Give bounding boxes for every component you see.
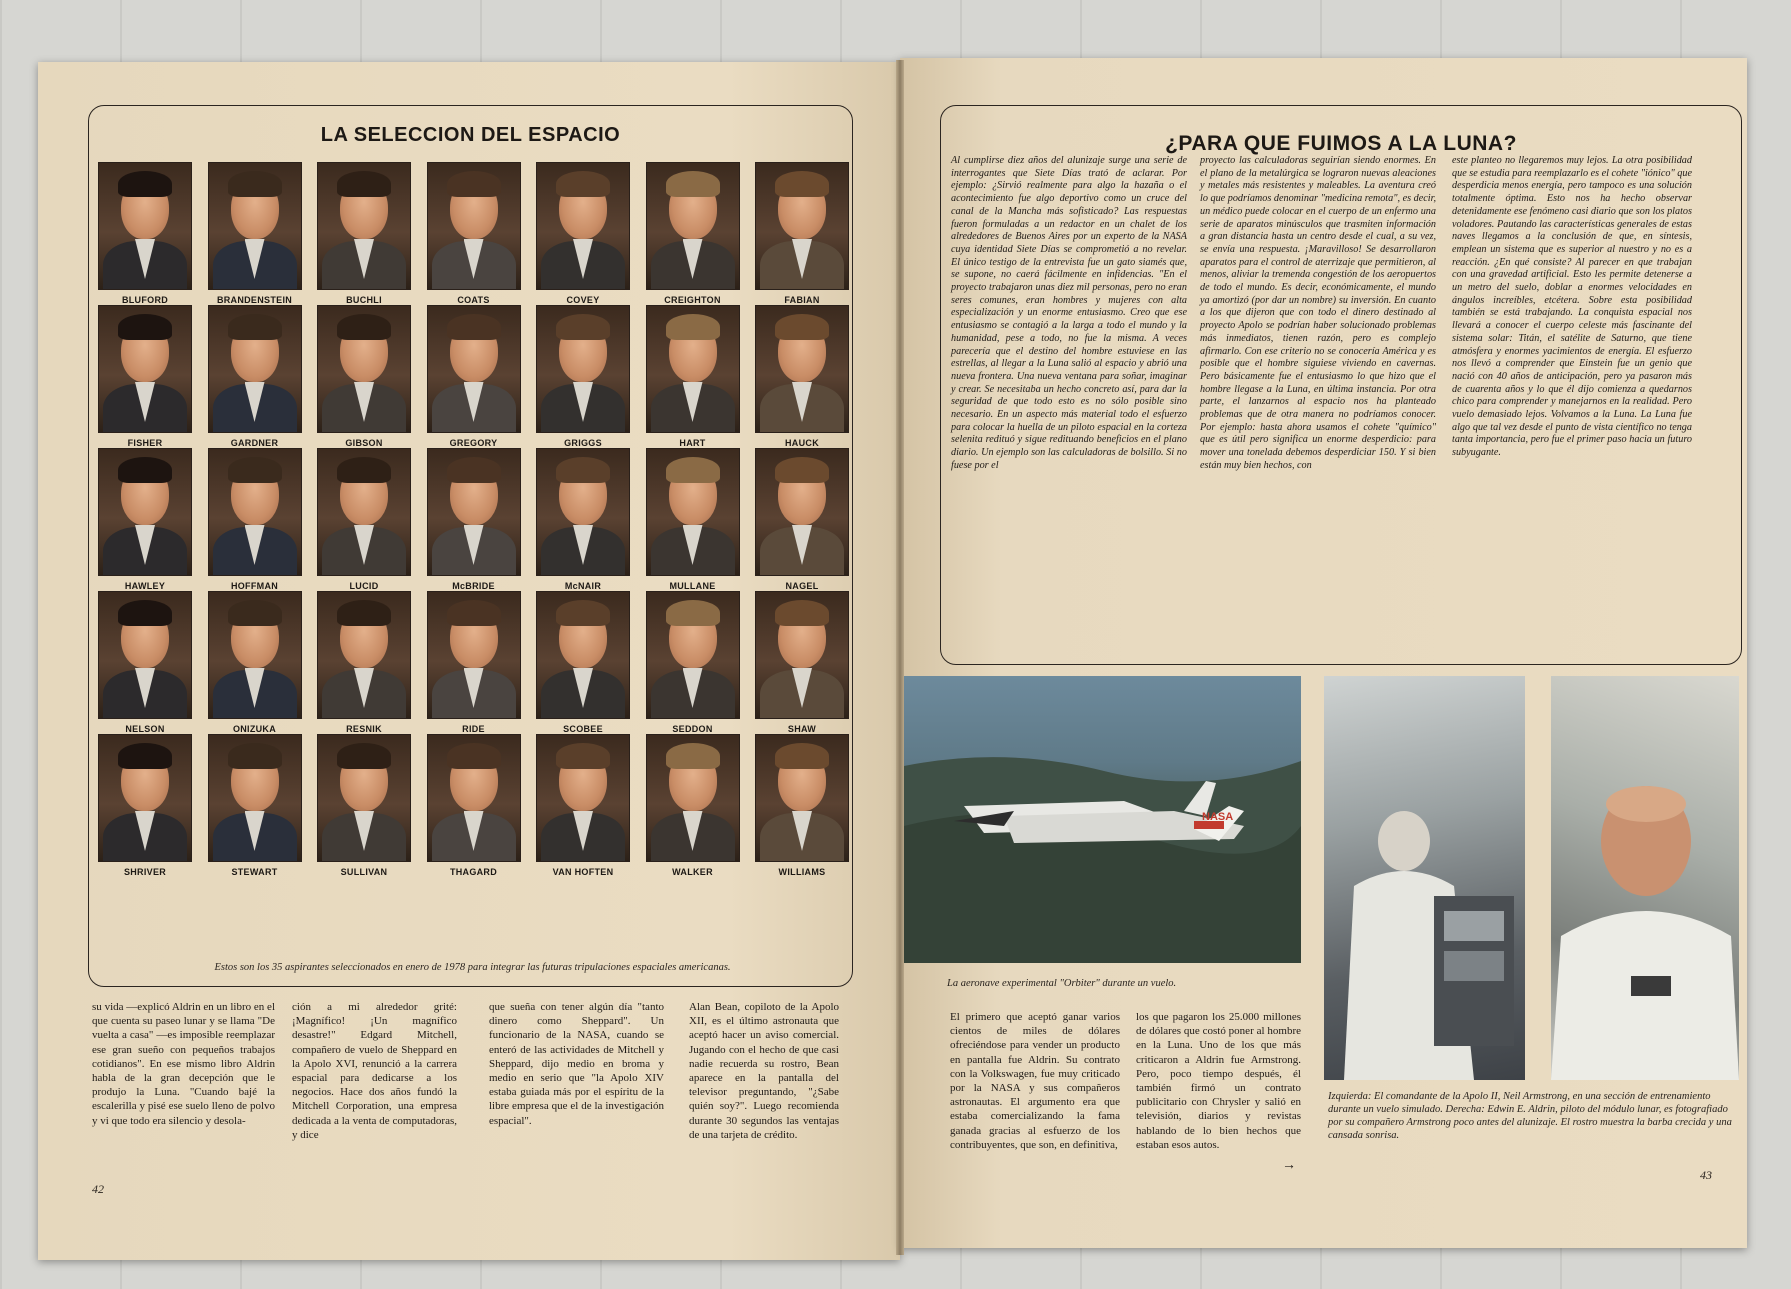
astronaut-name: RIDE (462, 724, 485, 734)
astronaut-portrait (536, 591, 630, 734)
astronaut-portrait (646, 305, 740, 448)
astronaut-portrait (536, 162, 630, 305)
astronaut-name: GRIGGS (564, 438, 602, 448)
astronaut-name: MULLANE (669, 581, 716, 591)
astronaut-photo (536, 305, 630, 433)
astronaut-name: CREIGHTON (664, 295, 721, 305)
left-page-number: 42 (92, 1182, 104, 1196)
astronaut-portrait (536, 305, 630, 448)
astronaut-portrait (208, 734, 302, 877)
astronaut-photo (98, 305, 192, 433)
orbiter-caption: La aeronave experimental "Orbiter" durante un vuelo. (947, 978, 1177, 989)
moon-article-column-1: Al cumplirse diez años del alunizaje surge una serie de interrogantes que Siete Días trató de aclarar. Por ejemplo: ¿Sirvió realmente para algo la hazaña o el acontecimiento fue algo deportivo como un cruce del canal de la Mancha más sofisticado? Las respuestas fueron formuladas a un redactor en un chalet de los alrededores de Buenos Aires por un experto de la NASA cuya identidad Siete Días se comprometió a no revelar. El único testigo de la entrevista fue un gato siamés que, se supone, no caerá fácilmente en infidencias. "En el proyecto trabajaron unas diez mil personas, pero no eran seres comunes, eran hombres y mujeres con alta especialización y un enorme entusiasmo. Creo que ese entusiasmo se contagió a la larga a todo el mundo y la humanidad, pese a todo, no fue la misma. A veces parecería que el destino del hombre estuviese en las estrellas, al llegar a la Luna salió al espacio y abrió una nueva frontera. Una nueva ventana para soñar, imaginar y crear. Se necesitaba un hecho concreto así, para dar la seguridad de que todo esto es no sólo posible sino necesario. En un aspecto más material todo el esfuerzo para colocar la huella de un piloto espacial en la corteza selenita redituó y sigue redituando beneficios en el plano diario. Un ejemplo son las calculadoras de bolsillo. Si no fuese por el (951, 155, 1187, 471)
astronaut-portrait (208, 591, 302, 734)
astronaut-photo (646, 591, 740, 719)
astronaut-photo (317, 448, 411, 576)
astronaut-photo (427, 734, 521, 862)
astronaut-photo (536, 734, 630, 862)
astronaut-name: WALKER (672, 867, 713, 877)
astronaut-name: SEDDON (672, 724, 713, 734)
astronaut-name: ONIZUKA (232, 724, 277, 734)
astronaut-photo (427, 448, 521, 576)
astronaut-photo (755, 162, 849, 290)
astronaut-name: COVEY (566, 295, 600, 305)
astronaut-section-title: LA SELECCION DEL ESPACIO (320, 124, 621, 146)
moon-article-title: ¿PARA QUE FUIMOS A LA LUNA? (1165, 132, 1517, 155)
astronaut-portrait (98, 591, 192, 734)
right-article-column-2: los que pagaron los 25.000 millones de dólares que costó poner al hombre en la Luna. Uno de los que más criticaron a Aldrin fue Armstrong. Pero, poco tiempo después, él también firmó un contrato publicitario con Chrysler y salió en televisión, diarios y revistas hablando de lo bien hechos que estaban esos autos. (1136, 1011, 1301, 1151)
astronaut-name: McNAIR (564, 581, 602, 591)
astronaut-photo (536, 448, 630, 576)
astronaut-portrait (98, 448, 192, 591)
astronaut-portrait (98, 305, 192, 448)
astronaut-name: STEWART (231, 867, 278, 877)
astronaut-portrait (427, 734, 521, 877)
moon-article-column-2: proyecto las calculadoras seguirían siendo enormes. En el plano de la metalúrgica se lograron nuevas aleaciones y metales más resistentes y maleables. La aventura creó lo que podríamos denominar "medicina remota", es decir, un médico puede colocar en el cuerpo de un enfermo una serie de aparatos minúsculos que trasmiten información a gran distancia hasta un centro desde el cual, a su vez, se envía una respuesta. ¡Maravilloso! Se desarrollaron aparatos para el control de aterrizaje que permitieron, al menos, aliviar la tremenda congestión de los aeropuertos de todo el mundo. Es decir, económicamente, el mundo ya amortizó (por dar un nombre) su inversión. En cuanto a los que dijeron que con todo el dinero destinado al proyecto Apolo se podrían haber solucionado problemas más inmediatos, tienen razón, pero es complejo afirmarlo. Con ese criterio no se conocería América y es posible que el hombre siguiese viviendo en cavernas. Pero básicamente fue el entusiasmo lo que hizo que el hombre llegase a la Luna, en última instancia. Por otra parte, el lanzarnos al espacio nos ha planteado problemas que de otra manera no podríamos conocer. Por ejemplo: hasta ahora usamos el cohete "químico" que es útil pero significa un enorme desperdicio: para mover una tonelada debemos desperdiciar 150. Y si bien están muy bien hechos, con (1200, 155, 1436, 471)
astronaut-portrait (646, 734, 740, 877)
astronaut-photo (427, 305, 521, 433)
astronaut-portrait (536, 734, 630, 877)
astronaut-name: SHAW (787, 724, 817, 734)
astronaut-portrait (427, 305, 521, 448)
astronaut-grid-caption: Estos son los 35 aspirantes seleccionados en enero de 1978 para integrar las futuras tripulaciones espaciales americanas. (214, 962, 731, 973)
astronaut-photo (646, 162, 740, 290)
astronaut-portrait (317, 734, 411, 877)
astronaut-portrait (208, 162, 302, 305)
astronaut-name: FISHER (127, 438, 163, 448)
astronaut-portrait (755, 162, 849, 305)
astronaut-name: BLUFORD (121, 295, 169, 305)
astronaut-portrait (317, 305, 411, 448)
continue-arrow-icon: → (1282, 1158, 1296, 1173)
left-article-column-1: su vida —explicó Aldrin en un libro en el que cuenta su paseo lunar y se llama "De vuelta a casa" —es imposible reemplazar ese gran sueño con pequeños trabajos cotidianos". En ese mismo libro Aldrin habla de la gran decepción que le produjo la Luna. "Cuando bajé la escalerilla y pisé ese suelo lleno de polvo y vi que todo era silencio y desola- (92, 1001, 275, 1127)
astronaut-name: HAUCK (785, 438, 819, 448)
astronaut-photo (208, 591, 302, 719)
astronaut-name: GIBSON (345, 438, 383, 448)
left-article-column-4: Alan Bean, copiloto de la Apolo XII, es el último astronauta que aceptó hacer un aviso comercial. Jugando con el hecho de que casi nadie recuerda su rostro, Bean aparece en la pantalla del televisor preguntando, "¿Sabe quién soy?". Luego recomienda durante 30 segundos las ventajas de una tarjeta de crédito. (689, 1001, 839, 1141)
astronaut-name: VAN HOFTEN (552, 867, 614, 877)
aldrin-illustration (1551, 676, 1739, 1080)
astronaut-portrait (208, 448, 302, 591)
astronaut-photo (208, 162, 302, 290)
astronaut-portrait (98, 734, 192, 877)
astronaut-photo (427, 162, 521, 290)
astronaut-photo (317, 305, 411, 433)
astronaut-portrait (317, 162, 411, 305)
astronaut-name: HOFFMAN (230, 581, 279, 591)
astronaut-portrait (427, 162, 521, 305)
moon-article-column-3: este planteo no llegaremos muy lejos. La otra posibilidad que se estudia para reemplazarlo es el cohete "iónico" que desperdicia menos energía, pero tampoco es una solución totalmente óptima. Esto nos ha hecho observar detenidamente ese fenómeno casi diario que son los platos voladores. Pautando las características generales de estas naves llegamos a la conclusión de que, en síntesis, emplean un sistema que es superior al nuestro y no es a reacción. ¿En qué consiste? Al parecer en que trabajan con una gravedad artificial. Esto les permite detenerse a un metro del suelo, doblar a enormes velocidades en ángulos increíbles, etcétera. Sobre esta posibilidad también se está trabajando. La conquista espacial nos llevará a conocer el cuerpo celeste más fascinante del sistema solar: Titán, el satélite de Saturno, que tiene atmósfera y enormes yacimientos de energía. El esfuerzo nos llevó a comprender que Einstein fue un genio que nació con 40 años de anticipación, pero ya pasaron más de cuarenta años y lo que él dijo comienza a quedarnos chico para comprender y manejarnos en la realidad. Pero vuelo demasiado lejos. Volvamos a la Luna. La Luna fue algo que tal vez desde el punto de vista científico no tenga tanta importancia, pero fue el primer paso hacia un futuro subyugante. (1452, 155, 1692, 459)
armstrong-illustration (1324, 676, 1525, 1080)
aldrin-photo (1551, 676, 1739, 1080)
astronaut-photo (208, 734, 302, 862)
astronaut-photo (98, 162, 192, 290)
astronaut-portrait (755, 734, 849, 877)
astronaut-portrait (646, 448, 740, 591)
magazine-spine (896, 60, 904, 1255)
right-page-number: 43 (1700, 1168, 1712, 1182)
astronaut-name: LUCID (349, 581, 379, 591)
astronaut-name: SCOBEE (563, 724, 603, 734)
orbiter-photo (904, 676, 1301, 963)
astronaut-name: COATS (457, 295, 490, 305)
astronaut-name: RESNIK (346, 724, 382, 734)
astronaut-photo (317, 734, 411, 862)
astronaut-name: GREGORY (449, 438, 498, 448)
left-article-column-2: ción a mi alrededor grité: ¡Magnífico! ¡Un magnífico desastre!" Edgard Mitchell, compañero de vuelo de Sheppard en la Apolo XVI, renunció a la carrera espacial para dedicarse a los negocios. Hace dos años fundó la Mitchell Corporation, una empresa dedicada a la venta de computadoras, y dice (292, 1001, 457, 1141)
astronaut-name: FABIAN (784, 295, 820, 305)
astronaut-photo (646, 305, 740, 433)
armstrong-photo (1324, 676, 1525, 1080)
astronaut-name: THAGARD (449, 867, 498, 877)
astronaut-portrait (427, 591, 521, 734)
astronaut-photo (98, 591, 192, 719)
astronaut-name: SHRIVER (123, 867, 167, 877)
astronaut-portrait (317, 448, 411, 591)
astronaut-name: NAGEL (785, 581, 819, 591)
astronaut-photo (208, 305, 302, 433)
astronaut-photo (208, 448, 302, 576)
astronaut-photo (755, 591, 849, 719)
right-article-column-1: El primero que aceptó ganar varios cientos de miles de dólares ofreciéndose para vender un producto en pantalla fue Aldrin. Su contrato con la Volkswagen, fue muy criticado por la NASA y sus compañeros astronautas. El argumento era que estaba comercializando la fama ganada gracias al esfuerzo de los contribuyentes, que son, en definitiva, (950, 1011, 1120, 1151)
astronaut-portrait (536, 448, 630, 591)
astronaut-photo (646, 448, 740, 576)
astronaut-portrait (755, 305, 849, 448)
astronaut-photo (755, 734, 849, 862)
astronaut-photo (755, 305, 849, 433)
astronaut-photo (317, 162, 411, 290)
astronaut-portrait (98, 162, 192, 305)
nasa-tail-logo: NASA (1202, 811, 1234, 823)
astronaut-photo (98, 734, 192, 862)
astronaut-photo (536, 162, 630, 290)
astronaut-name: McBRIDE (452, 581, 495, 591)
astronaut-portrait (646, 162, 740, 305)
astronaut-name: HART (679, 438, 706, 448)
astronaut-name: GARDNER (230, 438, 279, 448)
astronaut-name: BRANDENSTEIN (216, 295, 293, 305)
astronaut-portrait (317, 591, 411, 734)
astronaut-photo (755, 448, 849, 576)
astronaut-portrait (755, 448, 849, 591)
orbiter-illustration (904, 676, 1301, 963)
astronaut-photo (646, 734, 740, 862)
astronaut-photo (536, 591, 630, 719)
astronaut-name: HAWLEY (124, 581, 166, 591)
astronaut-portrait (208, 305, 302, 448)
astronaut-portrait (755, 591, 849, 734)
left-article-column-3: que sueña con tener algún día "tanto dinero como Sheppard". Un funcionario de la NASA, cuando se enteró de las actividades de Mitchell y Sheppard, dijo medio en broma y medio en serio que "la Apolo XIV estaba guiada más por el espíritu de la libre empresa que el de la investigación espacial". (489, 1001, 664, 1127)
astronaut-portrait (646, 591, 740, 734)
astronaut-photo (317, 591, 411, 719)
astronaut-name: BUCHLI (346, 295, 382, 305)
astronaut-name: NELSON (125, 724, 165, 734)
astronaut-photo (427, 591, 521, 719)
apollo-photos-caption: Izquierda: El comandante de la Apolo II, Neil Armstrong, en una sección de entrenamiento durante un vuelo simulado. Derecha: Edwin E. Aldrin, piloto del módulo lunar, es fotografiado por su compañero Armstrong poco antes del alunizaje. El rostro muestra la barba crecida y una cansada sonrisa. (1328, 1091, 1732, 1141)
astronaut-name: SULLIVAN (340, 867, 388, 877)
astronaut-portrait (427, 448, 521, 591)
astronaut-name: WILLIAMS (778, 867, 826, 877)
astronaut-photo (98, 448, 192, 576)
